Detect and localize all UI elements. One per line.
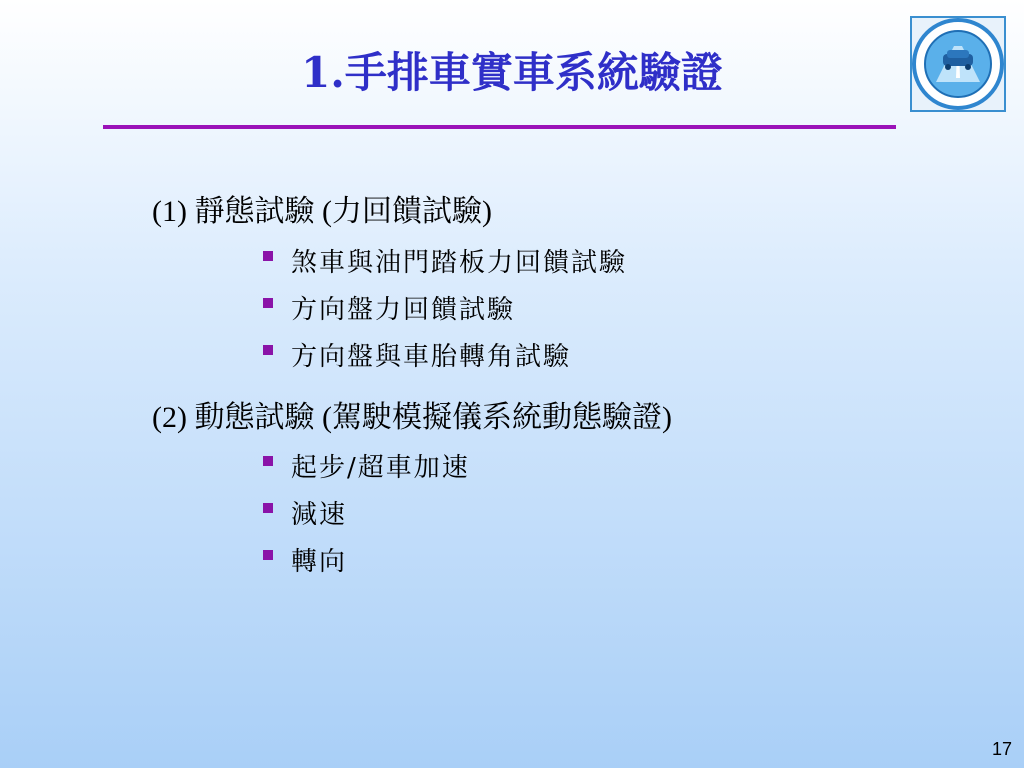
section-2-heading: (2) 動態試驗 (駕駛模擬儀系統動態驗證) — [152, 401, 672, 434]
bullet-icon — [263, 251, 273, 261]
section-1-item-2: 方向盤力回饋試驗 — [291, 295, 516, 325]
section-2-item-1: 起步/超車加速 — [291, 453, 470, 483]
bullet-icon — [263, 345, 273, 355]
section-1-item-1: 煞車與油門踏板力回饋試驗 — [291, 248, 628, 278]
bullet-icon — [263, 503, 273, 513]
bullet-icon — [263, 456, 273, 466]
page-number: 17 — [991, 739, 1012, 759]
bullet-icon — [263, 298, 273, 308]
slide-title: 1.手排車實車系統驗證 — [301, 48, 723, 97]
section-1-heading: (1) 靜態試驗 (力回饋試驗) — [152, 195, 492, 228]
section-2-item-3: 轉向 — [291, 547, 348, 577]
bullet-icon — [263, 550, 273, 560]
section-2-item-2: 減速 — [291, 500, 348, 530]
section-1-item-3: 方向盤與車胎轉角試驗 — [291, 342, 572, 372]
